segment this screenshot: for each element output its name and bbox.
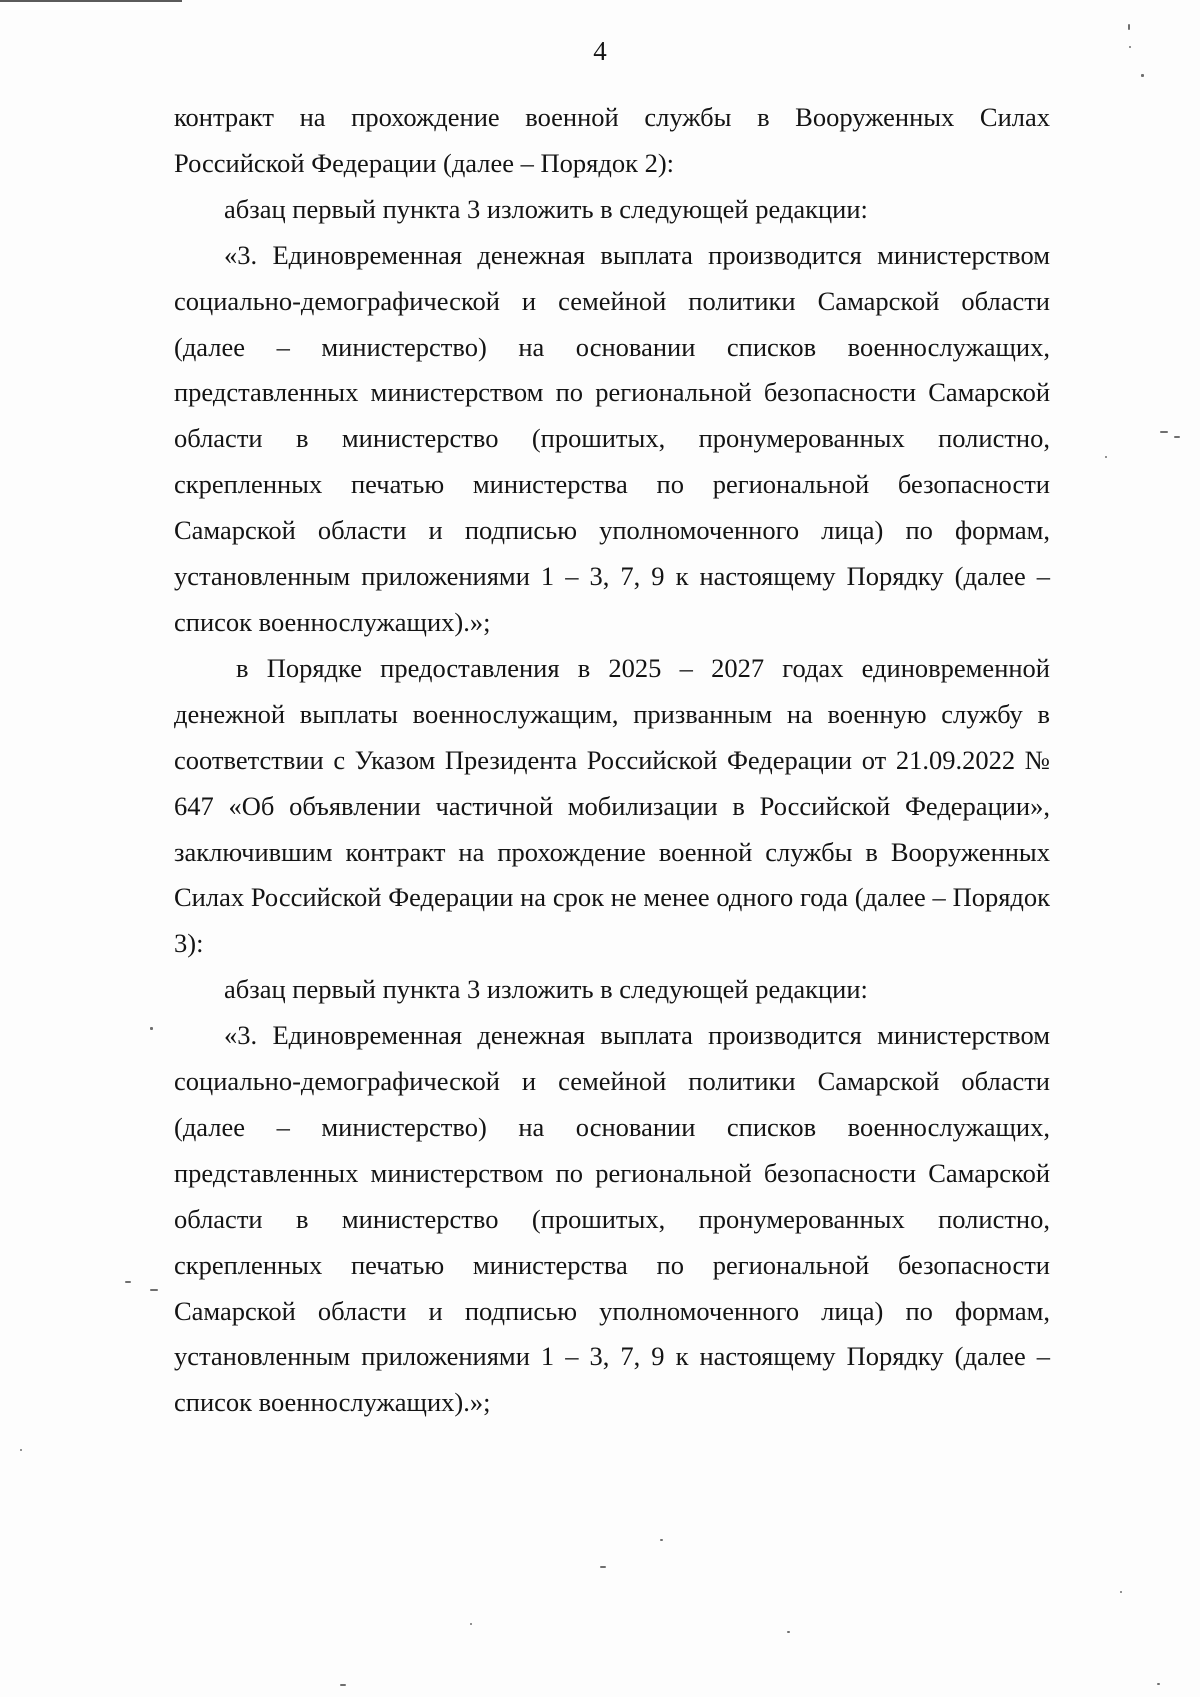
- scan-speck: [470, 1623, 472, 1625]
- scan-speck: [787, 1631, 790, 1633]
- scan-speck: [1174, 436, 1180, 438]
- scan-speck: [1128, 24, 1130, 30]
- scan-speck: [1120, 1591, 1122, 1593]
- scan-speck: [125, 1281, 131, 1283]
- scan-speck: [660, 1539, 663, 1541]
- paragraph-quoted-clause: «3. Единовременная денежная выплата производится министерством социально-демографической и семейной политики Самарской области (далее – министерство) на основании списков военнослужащих, представленных министерством по региональной безопасности Самарской области в министерство (прошитых, пронумерованных полистно, скрепленных печатью министерства по региональной безопасности Самарской области и подписью уполномоченного лица) по формам, установленным приложениями 1 – 3, 7, 9 к настоящему Порядку (далее – список военнослужащих).»;: [174, 239, 1050, 637]
- scan-speck: [600, 1566, 606, 1568]
- paragraph-amendment-instruction: абзац первый пункта 3 изложить в следующей редакции:: [224, 974, 868, 1005]
- scan-speck: [340, 1684, 346, 1686]
- scan-speck: [1160, 431, 1168, 433]
- scan-speck: [1157, 1683, 1160, 1685]
- scan-speck: [150, 1289, 158, 1291]
- paragraph-quoted-clause: «3. Единовременная денежная выплата производится министерством социально-демографической и семейной политики Самарской области (далее – министерство) на основании списков военнослужащих, представленных министерством по региональной безопасности Самарской области в министерство (прошитых, пронумерованных полистно, скрепленных печатью министерства по региональной безопасности Самарской области и подписью уполномоченного лица) по формам, установленным приложениями 1 – 3, 7, 9 к настоящему Порядку (далее – список военнослужащих).»;: [174, 1020, 1050, 1418]
- document-body: [174, 95, 1050, 1426]
- scan-speck: [20, 1449, 22, 1451]
- scan-speck: [1129, 46, 1131, 48]
- paragraph-procedure-3: в Порядке предоставления в 2025 – 2027 годах единовременной денежной выплаты военнослужащим, призванным на военную службу в соответствии с Указом Президента Российской Федерации от 21.09.2022 № 647 «Об объявлении частичной мобилизации в Российской Федерации», заключившим контракт на прохождение военной службы в Вооруженных Силах Российской Федерации на срок не менее одного года (далее – Порядок 3):: [174, 652, 1050, 959]
- paragraph-amendment-instruction: абзац первый пункта 3 изложить в следующей редакции:: [224, 193, 868, 224]
- paragraph-continuation: контракт на прохождение военной службы в Вооруженных Силах Российской Федерации (далее – Порядок 2):: [174, 102, 1050, 178]
- top-edge-line: [0, 0, 182, 2]
- scan-speck: [1141, 74, 1144, 77]
- scan-speck: [150, 1027, 153, 1030]
- scan-speck: [1105, 456, 1107, 458]
- page-number: 4: [593, 36, 607, 66]
